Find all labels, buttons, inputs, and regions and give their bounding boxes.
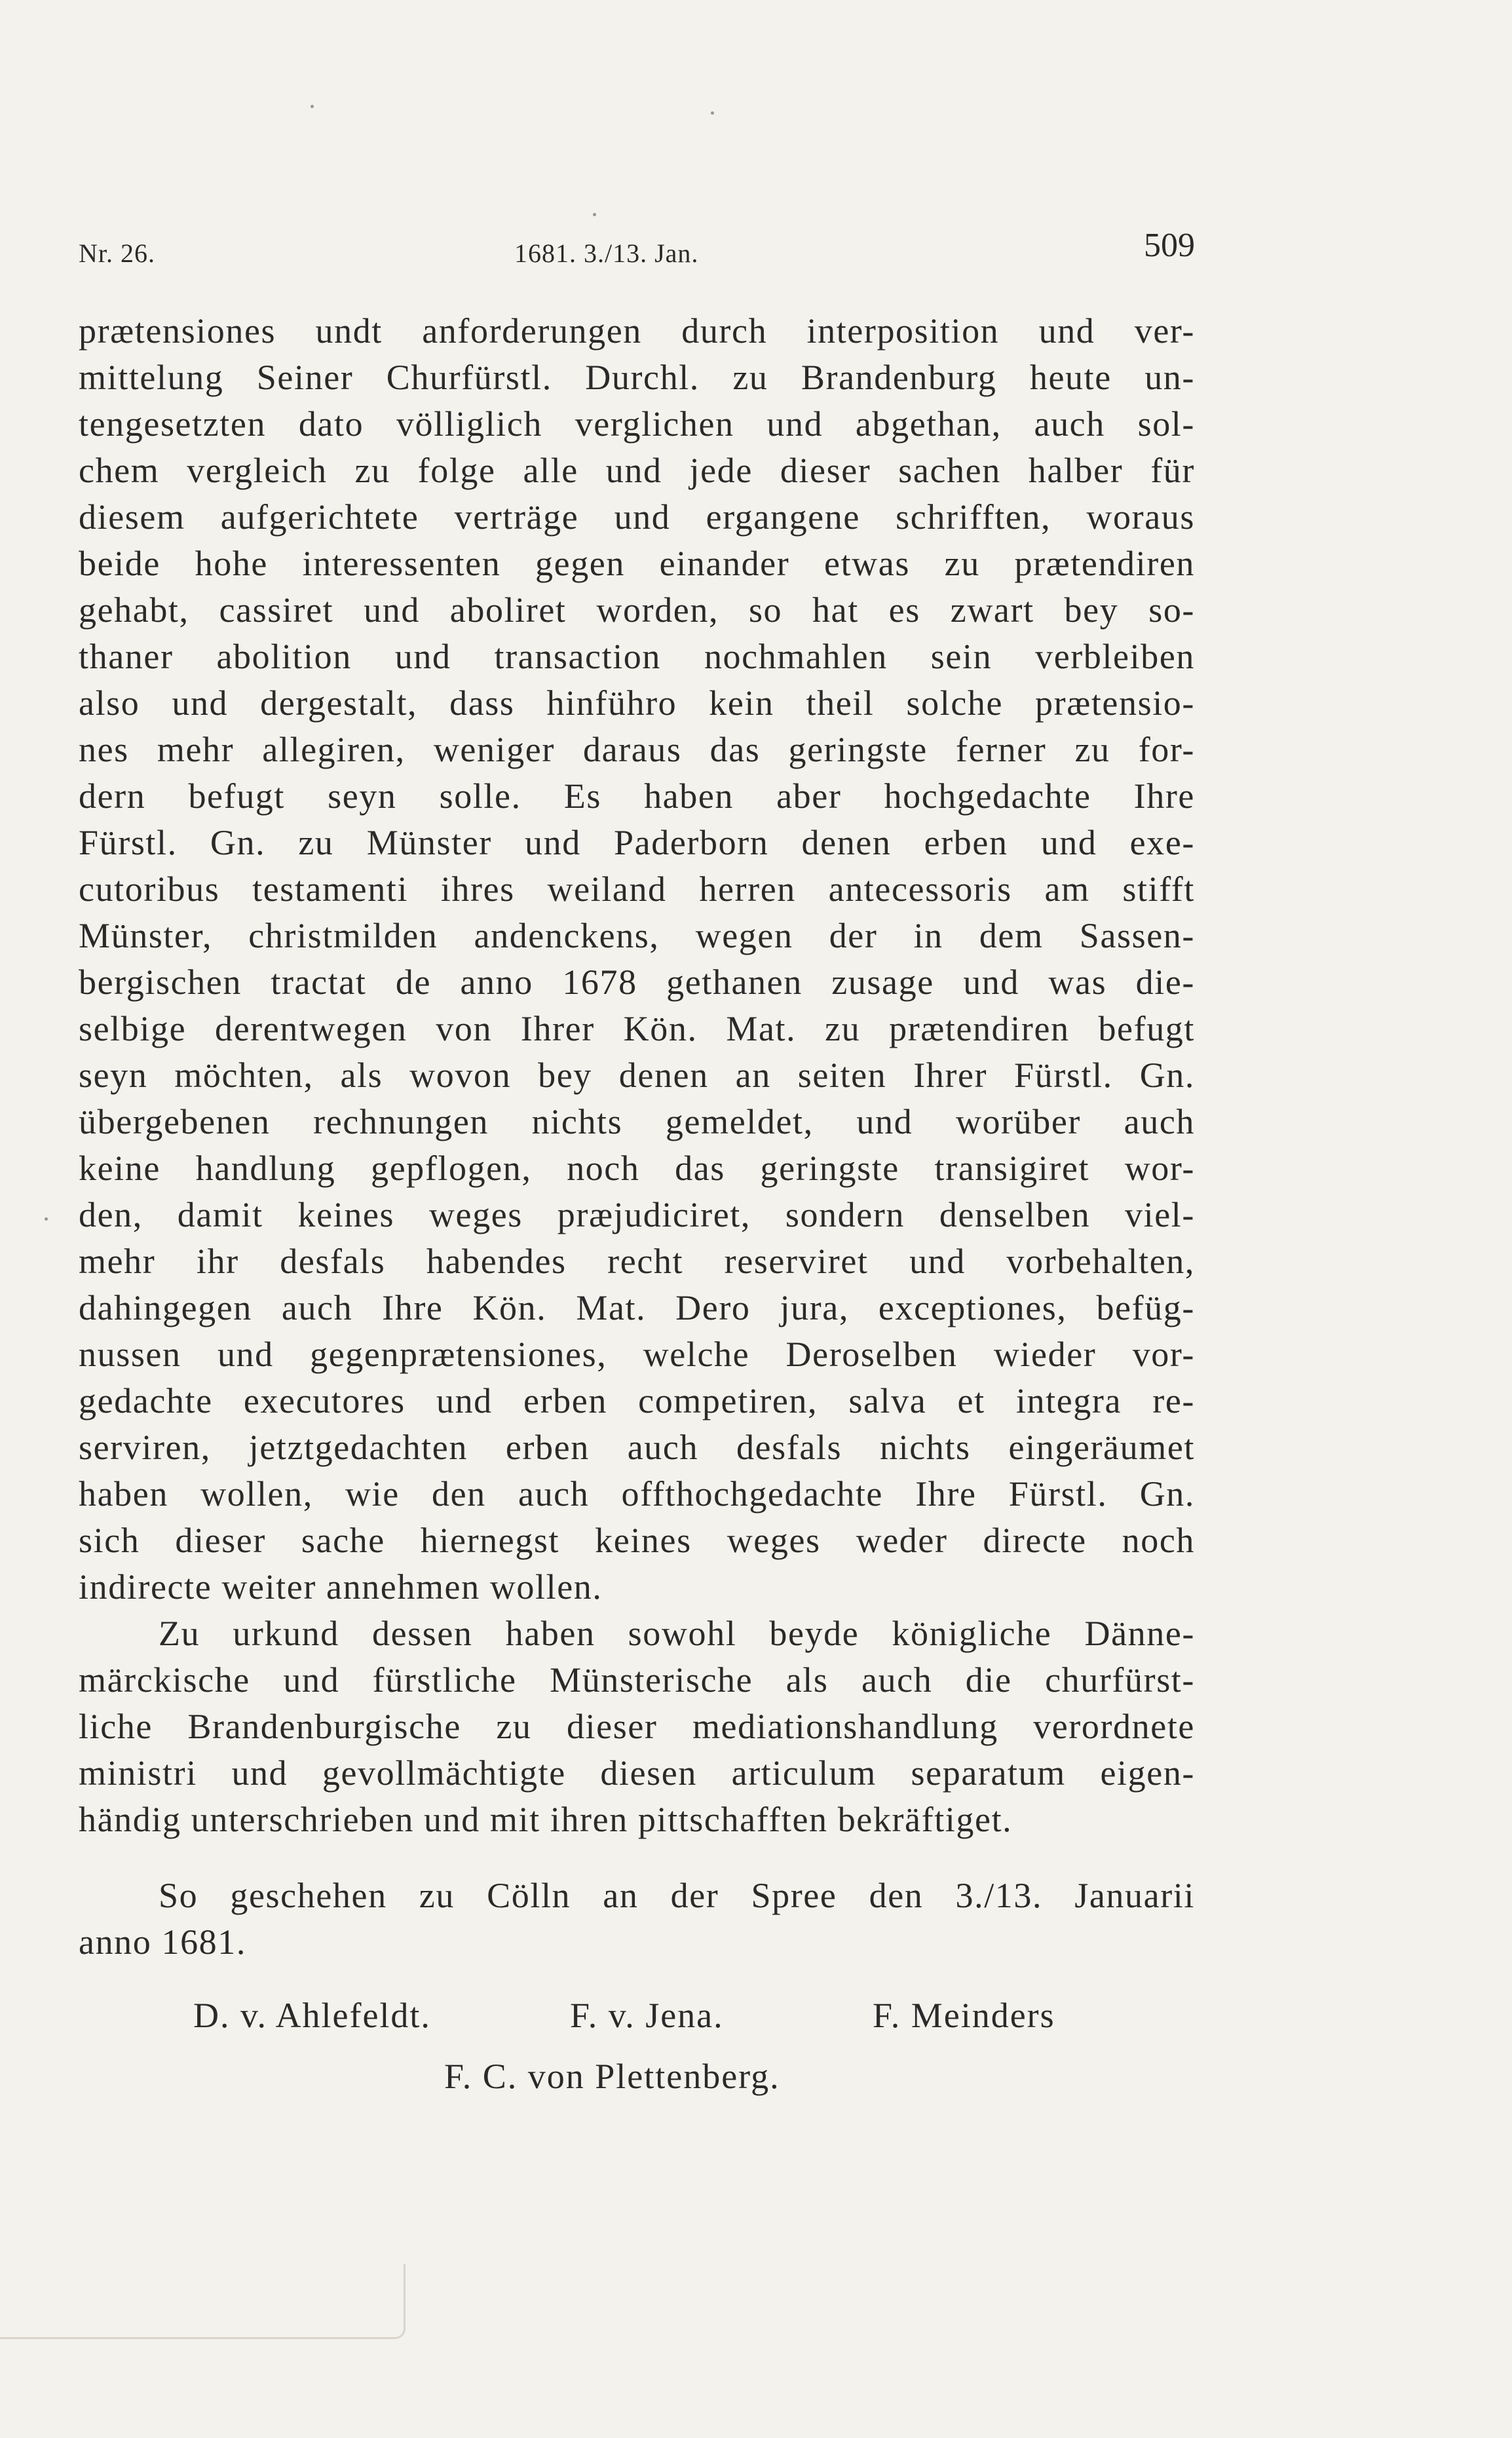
paper-speck [711,111,714,115]
text-line: tengesetzten dato völliglich verglichen und abgethan, auch sol- [79,404,1195,444]
text-line: serviren, jetztgedachten erben auch desfals nichts eingeräumet [79,1428,1195,1467]
document-date: 1681. 3./13. Jan. [514,238,699,268]
text-line: gedachte executores und erben competiren, salva et integra re- [79,1381,1195,1420]
text-line: sich dieser sache hiernegst keines weges weder directe noch [79,1521,1195,1560]
text-line: haben wollen, wie den auch offthochgedachte Ihre Fürstl. Gn. [79,1474,1195,1514]
text-line: liche Brandenburgische zu dieser mediationshandlung verordnete [79,1707,1195,1746]
page-header [79,226,1195,278]
text-line: prætensiones undt anforderungen durch interposition und ver- [79,311,1195,351]
paper-speck [593,213,596,216]
text-line: cutoribus testamenti ihres weiland herren antecessoris am stifft [79,869,1195,909]
signature-meinders: F. Meinders [873,1996,1055,2035]
dating-clause [79,1873,1195,1966]
text-line: diesem aufgerichtete verträge und ergangene schrifften, woraus [79,497,1195,537]
page-number: 509 [1144,227,1195,264]
text-line: seyn möchten, als wovon bey denen an seiten Ihrer Fürstl. Gn. [79,1056,1195,1095]
document-number: Nr. 26. [79,238,155,268]
text-line: thaner abolition und transaction nochmahlen sein verbleiben [79,637,1195,676]
signature-ahlefeldt: D. v. Ahlefeldt. [193,1996,431,2035]
text-line: märckische und fürstliche Münsterische als auch die churfürst- [79,1660,1195,1700]
text-line: gehabt, cassiret und aboliret worden, so hat es zwart bey so- [79,590,1195,630]
text-line: beide hohe interessenten gegen einander etwas zu prætendiren [79,544,1195,583]
main-text [79,308,1195,1843]
text-line: Fürstl. Gn. zu Münster und Paderborn denen erben und exe- [79,823,1195,862]
text-line: ministri und gevollmächtigte diesen articulum separatum eigen- [79,1753,1195,1793]
text-line: nes mehr allegiren, weniger daraus das geringste ferner zu for- [79,730,1195,769]
text-line: also und dergestalt, dass hinführo kein theil solche prætensio- [79,683,1195,723]
text-line: bergischen tractat de anno 1678 gethanen zusage und was die- [79,962,1195,1002]
signature-jena: F. v. Jena. [570,1996,724,2035]
text-line: händig unterschrieben und mit ihren pittschafften bekräftiget. [79,1800,1013,1839]
text-line: keine handlung gepflogen, noch das geringste transigiret wor- [79,1149,1195,1188]
text-line: mittelung Seiner Churfürstl. Durchl. zu Brandenburg heute un- [79,358,1195,397]
text-line: So geschehen zu Cölln an der Spree den 3./13. Januarii [159,1876,1195,1915]
signature-plettenberg: F. C. von Plettenberg. [444,2057,780,2096]
paper-speck [45,1217,48,1221]
text-line: Zu urkund dessen haben sowohl beyde königliche Dänne- [159,1614,1195,1653]
text-line: anno 1681. [79,1922,246,1962]
text-line: den, damit keines weges præjudiciret, sondern denselben viel- [79,1195,1195,1234]
text-line: chem vergleich zu folge alle und jede dieser sachen halber für [79,451,1195,490]
paper-speck [311,105,314,108]
text-line: mehr ihr desfals habendes recht reserviret und vorbehalten, [79,1242,1195,1281]
scan-margin-mark [0,2264,406,2339]
text-line: dahingegen auch Ihre Kön. Mat. Dero jura, exceptiones, befüg- [79,1288,1195,1327]
text-line: dern befugt seyn solle. Es haben aber hochgedachte Ihre [79,776,1195,816]
text-line: indirecte weiter annehmen wollen. [79,1567,603,1607]
text-line: nussen und gegenprætensiones, welche Deroselben wieder vor- [79,1335,1195,1374]
text-line: Münster, christmilden andenckens, wegen der in dem Sassen- [79,916,1195,955]
text-line: selbige derentwegen von Ihrer Kön. Mat. zu prætendiren befugt [79,1009,1195,1048]
text-line: übergebenen rechnungen nichts gemeldet, und worüber auch [79,1102,1195,1141]
